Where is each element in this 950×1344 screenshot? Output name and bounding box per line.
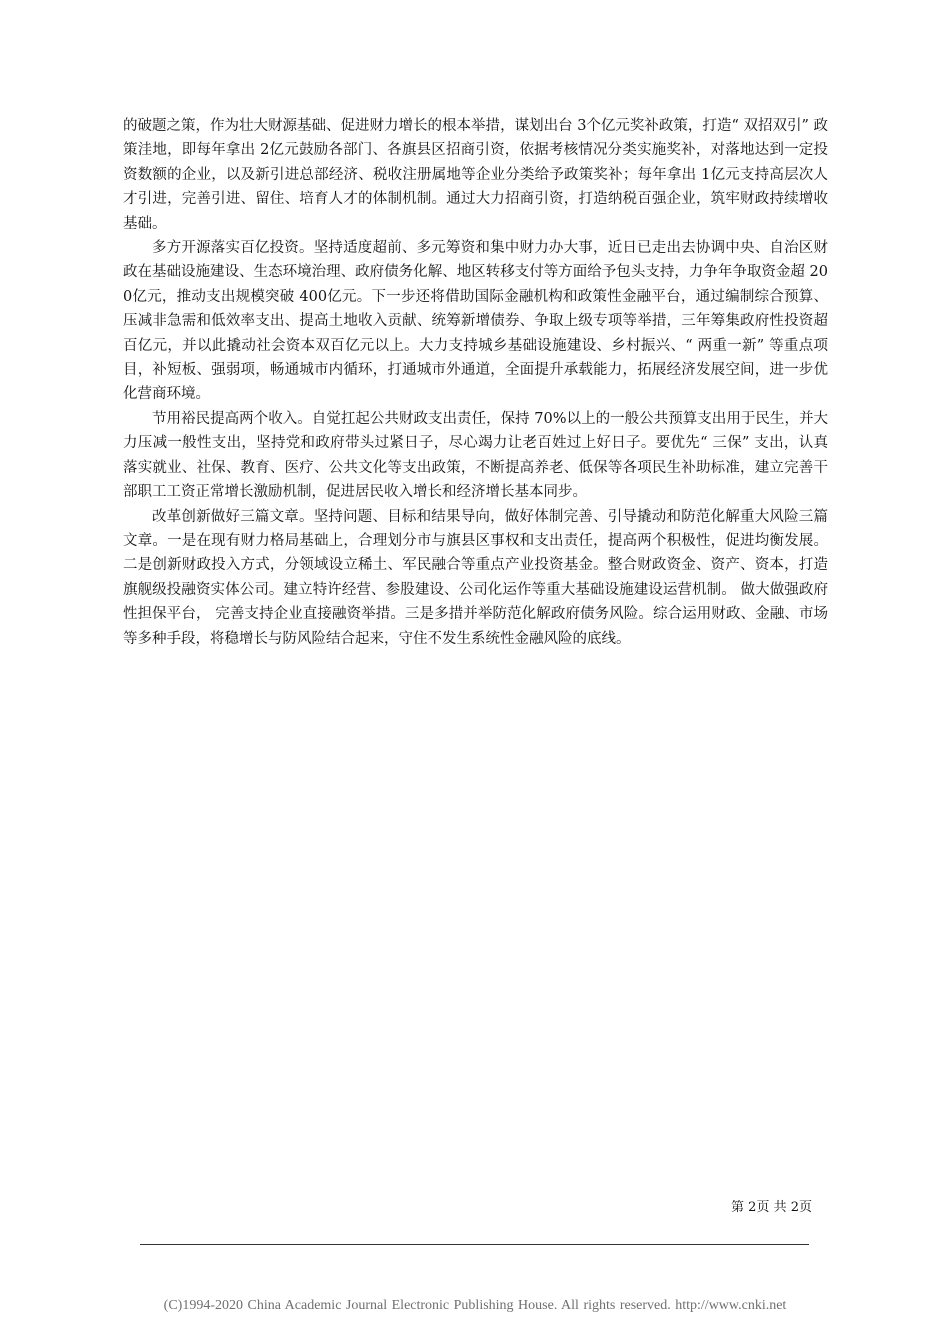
footer-divider xyxy=(140,1244,809,1245)
paragraph-income: 节用裕民提高两个收入。自觉扛起公共财政支出责任，保持 70%以上的一般公共预算支出用于民生，并大力压减一般性支出，坚持党和政府带头过紧日子，尽心竭力让老百姓过上好日子。要优先“ 三保” 支出，认真落实就业、社保、教育、医疗、公共文化等支出政策，不断提高养老、低保等各项民生补助标准，建立完善干部职工工资正常增长激励机制，促进居民收入增长和经济增长基本同步。 xyxy=(123,410,828,501)
article-body xyxy=(123,114,828,651)
paragraph-reform: 改革创新做好三篇文章。坚持问题、目标和结果导向，做好体制完善、引导撬动和防范化解重大风险三篇文章。一是在现有财力格局基础上，合理划分市与旗县区事权和支出责任，提高两个积极性，促进均衡发展。二是创新财政投入方式，分领域设立稀土、军民融合等重点产业投资基金。整合财政资金、资产、资本，打造旗舰级投融资实体公司。建立特许经营、参股建设、公司化运作等重大基础设施建设运营机制。 做大做强政府性担保平台， 完善支持企业直接融资举措。三是多措并举防范化解政府债务风险。综合运用财政、金融、市场等多种手段，将稳增长与防风险结合起来，守住不发生系统性金融风险的底线。 xyxy=(123,508,828,647)
copyright-notice: (C)1994-2020 China Academic Journal Electronic Publishing House. All rights reserved. http://www.cnki.net xyxy=(163,1298,787,1313)
paragraph-investment: 多方开源落实百亿投资。坚持适度超前、多元筹资和集中财力办大事，近日已走出去协调中央、自治区财政在基础设施建设、生态环境治理、政府债务化解、地区转移支付等方面给予包头支持，力争年争取资金超 200亿元，推动支出规模突破 400亿元。下一步还将借助国际金融机构和政策性金融平台，通过编制综合预算、压减非急需和低效率支出、提高土地收入贡献、统筹新增债券、争取上级专项等举措，三年筹集政府性投资超百亿元，并以此撬动社会资本双百亿元以上。大力支持城乡基础设施建设、乡村振兴、“ 两重一新” 等重点项目，补短板、强弱项，畅通城市内循环，打通城市外通道，全面提升承载能力，拓展经济发展空间，进一步优化营商环境。 xyxy=(123,240,828,403)
paragraph-continued: 的破题之策，作为壮大财源基础、促进财力增长的根本举措，谋划出台 3个亿元奖补政策，打造“ 双招双引” 政策洼地，即每年拿出 2亿元鼓励各部门、各旗县区招商引资，依据考核情况分类实施奖补，对落地达到一定投资数额的企业，以及新引进总部经济、税收注册属地等企业分类给予政策奖补；每年拿出 1亿元支持高层次人才引进，完善引进、留住、培育人才的体制机制。通过大力招商引资，打造纳税百强企业，筑牢财政持续增收基础。 xyxy=(123,118,828,232)
page-number: 第 2页 共 2页 xyxy=(731,1200,812,1215)
